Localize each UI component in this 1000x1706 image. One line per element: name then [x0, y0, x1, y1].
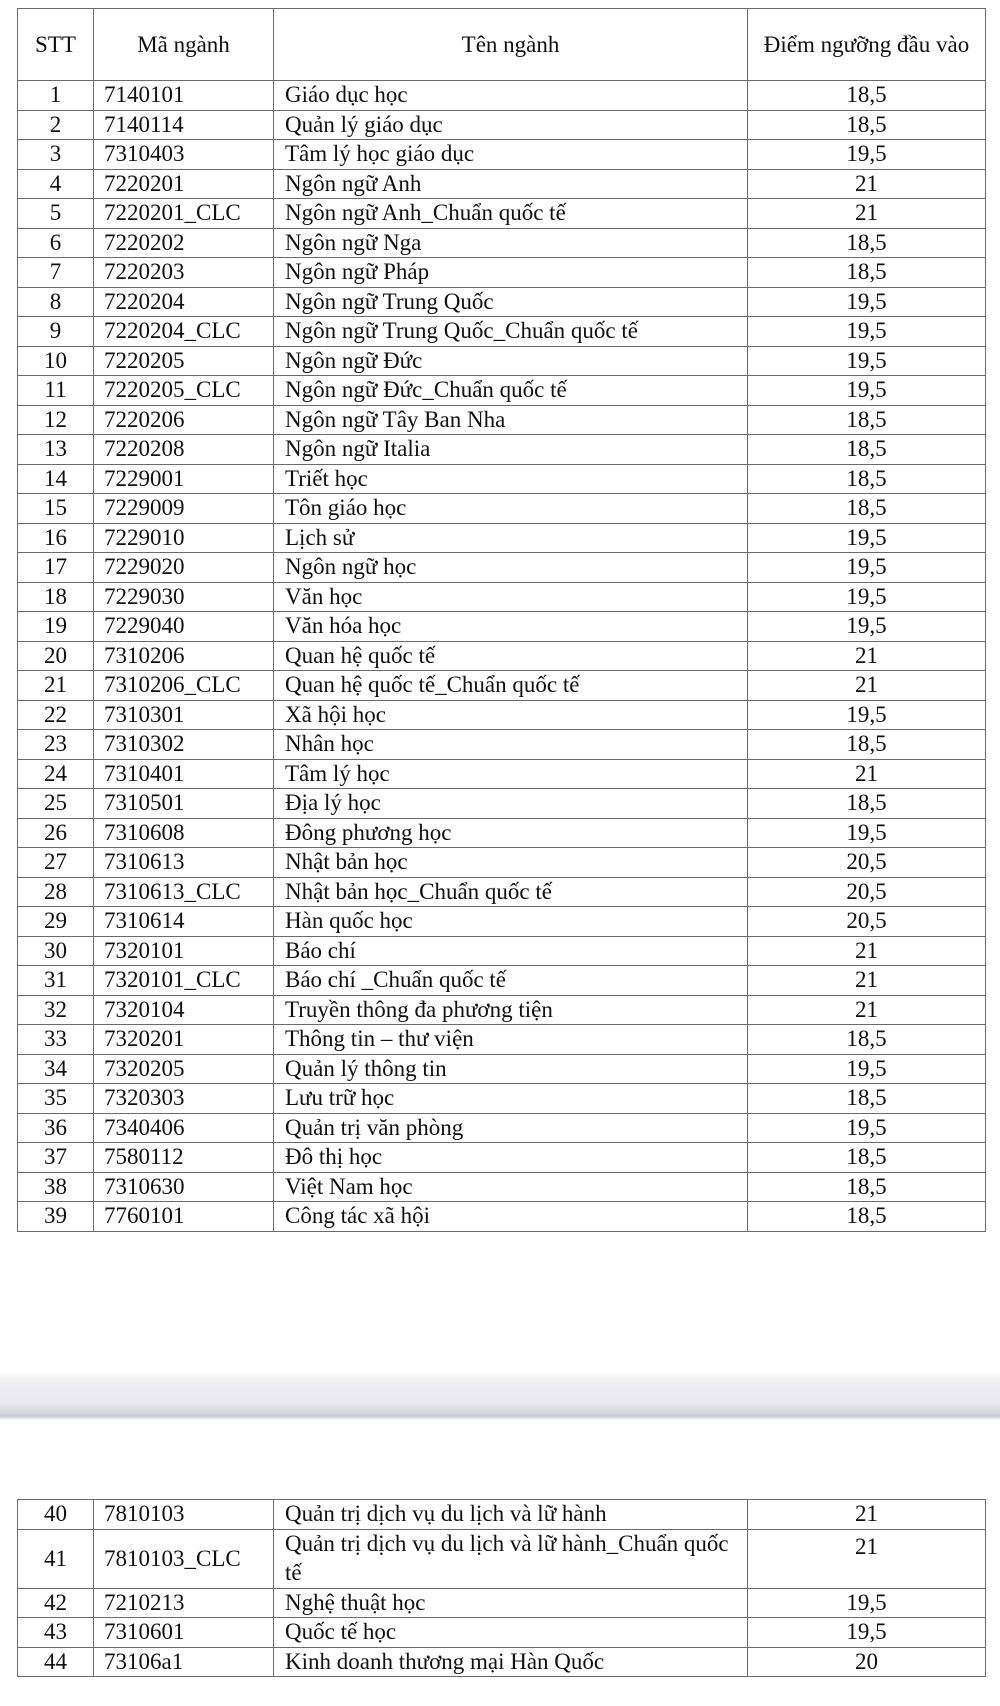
cell-score: 18,5 — [748, 1025, 986, 1055]
cell-name: Ngôn ngữ Trung Quốc — [274, 287, 748, 317]
cell-stt: 34 — [18, 1054, 94, 1084]
cell-stt: 35 — [18, 1084, 94, 1114]
cell-stt: 30 — [18, 936, 94, 966]
table-row — [18, 199, 986, 229]
column-header-stt: STT — [18, 9, 94, 81]
table-row — [18, 169, 986, 199]
table-row — [18, 405, 986, 435]
cell-code: 7140101 — [94, 81, 274, 111]
cell-name: Báo chí _Chuẩn quốc tế — [274, 966, 748, 996]
cell-code: 7310630 — [94, 1172, 274, 1202]
cell-score: 19,5 — [748, 523, 986, 553]
cell-score: 21 — [748, 169, 986, 199]
cell-name: Quốc tế học — [274, 1618, 748, 1648]
cell-code: 7210213 — [94, 1588, 274, 1618]
cell-score: 20,5 — [748, 877, 986, 907]
cell-stt: 33 — [18, 1025, 94, 1055]
cell-score: 18,5 — [748, 464, 986, 494]
table-row — [18, 317, 986, 347]
table-row — [18, 287, 986, 317]
cell-score: 21 — [748, 936, 986, 966]
cell-stt: 36 — [18, 1113, 94, 1143]
cell-stt: 24 — [18, 759, 94, 789]
cell-name: Lưu trữ học — [274, 1084, 748, 1114]
cell-stt: 1 — [18, 81, 94, 111]
table-row — [18, 376, 986, 406]
cell-name: Nhân học — [274, 730, 748, 760]
cell-score: 19,5 — [748, 612, 986, 642]
cell-name: Hàn quốc học — [274, 907, 748, 937]
cell-code: 7220206 — [94, 405, 274, 435]
table-row — [18, 848, 986, 878]
cell-stt: 25 — [18, 789, 94, 819]
cell-score: 19,5 — [748, 140, 986, 170]
cell-stt: 19 — [18, 612, 94, 642]
cell-name: Nhật bản học_Chuẩn quốc tế — [274, 877, 748, 907]
table-row — [18, 1172, 986, 1202]
cell-code: 7310206_CLC — [94, 671, 274, 701]
cell-code: 7229010 — [94, 523, 274, 553]
cell-stt: 29 — [18, 907, 94, 937]
cell-stt: 9 — [18, 317, 94, 347]
table-row — [18, 612, 986, 642]
cell-name: Văn học — [274, 582, 748, 612]
column-header-score: Điểm ngưỡng đầu vào — [748, 9, 986, 81]
cell-code: 7760101 — [94, 1202, 274, 1232]
cell-score: 18,5 — [748, 258, 986, 288]
cell-code: 7810103 — [94, 1500, 274, 1530]
cell-code: 7220205_CLC — [94, 376, 274, 406]
cell-code: 7229040 — [94, 612, 274, 642]
cell-stt: 44 — [18, 1647, 94, 1677]
table-body-primary — [18, 81, 986, 1232]
cell-stt: 22 — [18, 700, 94, 730]
cell-code: 7220204 — [94, 287, 274, 317]
cell-score: 21 — [748, 671, 986, 701]
cell-name: Quản lý thông tin — [274, 1054, 748, 1084]
table-row — [18, 1647, 986, 1677]
table-row — [18, 1025, 986, 1055]
cell-stt: 14 — [18, 464, 94, 494]
cell-code: 7340406 — [94, 1113, 274, 1143]
cell-name: Việt Nam học — [274, 1172, 748, 1202]
cell-score: 18,5 — [748, 405, 986, 435]
cell-name: Truyền thông đa phương tiện — [274, 995, 748, 1025]
cell-name: Ngôn ngữ Đức — [274, 346, 748, 376]
cell-name: Đông phương học — [274, 818, 748, 848]
admission-score-table-part-1 — [17, 8, 985, 1232]
score-table-primary — [17, 8, 986, 1232]
cell-stt: 39 — [18, 1202, 94, 1232]
table-row — [18, 730, 986, 760]
table-row — [18, 1143, 986, 1173]
cell-score: 21 — [748, 1500, 986, 1530]
cell-code: 7310301 — [94, 700, 274, 730]
cell-stt: 3 — [18, 140, 94, 170]
cell-stt: 7 — [18, 258, 94, 288]
table-row — [18, 877, 986, 907]
table-row — [18, 995, 986, 1025]
cell-name: Quản trị văn phòng — [274, 1113, 748, 1143]
cell-stt: 32 — [18, 995, 94, 1025]
cell-code: 7220203 — [94, 258, 274, 288]
score-table-continuation — [17, 1499, 986, 1677]
cell-score: 18,5 — [748, 730, 986, 760]
cell-name: Tâm lý học giáo dục — [274, 140, 748, 170]
table-row — [18, 1202, 986, 1232]
cell-score: 19,5 — [748, 287, 986, 317]
cell-code: 7320104 — [94, 995, 274, 1025]
cell-score: 19,5 — [748, 376, 986, 406]
table-row — [18, 1054, 986, 1084]
cell-code: 7310601 — [94, 1618, 274, 1648]
cell-code: 7580112 — [94, 1143, 274, 1173]
cell-name: Lịch sử — [274, 523, 748, 553]
cell-score: 19,5 — [748, 582, 986, 612]
table-row — [18, 140, 986, 170]
cell-score: 18,5 — [748, 1202, 986, 1232]
cell-name: Nghệ thuật học — [274, 1588, 748, 1618]
page-break-divider — [0, 1372, 1000, 1420]
cell-score: 21 — [748, 641, 986, 671]
table-header — [18, 9, 986, 81]
table-row — [18, 818, 986, 848]
table-row — [18, 671, 986, 701]
table-row — [18, 228, 986, 258]
cell-code: 7310613_CLC — [94, 877, 274, 907]
table-row — [18, 1588, 986, 1618]
cell-name: Tôn giáo học — [274, 494, 748, 524]
table-row — [18, 936, 986, 966]
cell-score: 18,5 — [748, 1143, 986, 1173]
cell-name: Địa lý học — [274, 789, 748, 819]
cell-code: 7229030 — [94, 582, 274, 612]
cell-stt: 27 — [18, 848, 94, 878]
cell-name: Tâm lý học — [274, 759, 748, 789]
table-row — [18, 1618, 986, 1648]
cell-code: 7220205 — [94, 346, 274, 376]
table-row — [18, 1113, 986, 1143]
cell-name: Triết học — [274, 464, 748, 494]
table-row — [18, 641, 986, 671]
cell-code: 7220201_CLC — [94, 199, 274, 229]
cell-name: Kinh doanh thương mại Hàn Quốc — [274, 1647, 748, 1677]
cell-stt: 8 — [18, 287, 94, 317]
cell-name: Xã hội học — [274, 700, 748, 730]
cell-score: 18,5 — [748, 789, 986, 819]
table-row — [18, 494, 986, 524]
cell-score: 20,5 — [748, 907, 986, 937]
cell-code: 7140114 — [94, 110, 274, 140]
cell-name: Quan hệ quốc tế — [274, 641, 748, 671]
cell-name: Quan hệ quốc tế_Chuẩn quốc tế — [274, 671, 748, 701]
cell-code: 7220204_CLC — [94, 317, 274, 347]
cell-stt: 12 — [18, 405, 94, 435]
cell-stt: 43 — [18, 1618, 94, 1648]
cell-stt: 26 — [18, 818, 94, 848]
cell-stt: 42 — [18, 1588, 94, 1618]
cell-score: 18,5 — [748, 228, 986, 258]
table-row — [18, 789, 986, 819]
table-row — [18, 258, 986, 288]
cell-stt: 37 — [18, 1143, 94, 1173]
table-row — [18, 582, 986, 612]
cell-score: 19,5 — [748, 346, 986, 376]
cell-score: 18,5 — [748, 110, 986, 140]
table-row — [18, 1084, 986, 1114]
cell-score: 19,5 — [748, 317, 986, 347]
cell-code: 7229009 — [94, 494, 274, 524]
cell-stt: 41 — [18, 1529, 94, 1588]
cell-score: 19,5 — [748, 553, 986, 583]
cell-code: 7220202 — [94, 228, 274, 258]
cell-code: 7310302 — [94, 730, 274, 760]
table-row — [18, 464, 986, 494]
cell-stt: 2 — [18, 110, 94, 140]
cell-name: Ngôn ngữ Tây Ban Nha — [274, 405, 748, 435]
column-header-name: Tên ngành — [274, 9, 748, 81]
cell-name: Ngôn ngữ Trung Quốc_Chuẩn quốc tế — [274, 317, 748, 347]
cell-code: 7220208 — [94, 435, 274, 465]
cell-score: 19,5 — [748, 1588, 986, 1618]
cell-code: 7320205 — [94, 1054, 274, 1084]
cell-score: 21 — [748, 759, 986, 789]
cell-score: 19,5 — [748, 1113, 986, 1143]
cell-stt: 40 — [18, 1500, 94, 1530]
cell-name: Ngôn ngữ Italia — [274, 435, 748, 465]
cell-score: 19,5 — [748, 700, 986, 730]
cell-stt: 20 — [18, 641, 94, 671]
cell-name: Giáo dục học — [274, 81, 748, 111]
table-row — [18, 759, 986, 789]
cell-code: 7220201 — [94, 169, 274, 199]
table-row — [18, 1500, 986, 1530]
cell-score: 18,5 — [748, 494, 986, 524]
cell-name: Ngôn ngữ Đức_Chuẩn quốc tế — [274, 376, 748, 406]
cell-name: Ngôn ngữ Anh — [274, 169, 748, 199]
cell-code: 7310501 — [94, 789, 274, 819]
cell-name: Nhật bản học — [274, 848, 748, 878]
table-row — [18, 81, 986, 111]
cell-stt: 6 — [18, 228, 94, 258]
cell-stt: 4 — [18, 169, 94, 199]
cell-name: Quản lý giáo dục — [274, 110, 748, 140]
header-row — [18, 9, 986, 81]
cell-code: 7310614 — [94, 907, 274, 937]
cell-code: 7310206 — [94, 641, 274, 671]
cell-score: 18,5 — [748, 81, 986, 111]
cell-stt: 38 — [18, 1172, 94, 1202]
cell-code: 73106a1 — [94, 1647, 274, 1677]
table-row — [18, 907, 986, 937]
cell-code: 7320201 — [94, 1025, 274, 1055]
cell-stt: 17 — [18, 553, 94, 583]
table-row — [18, 346, 986, 376]
cell-name: Ngôn ngữ Anh_Chuẩn quốc tế — [274, 199, 748, 229]
table-row — [18, 435, 986, 465]
cell-code: 7320101 — [94, 936, 274, 966]
cell-code: 7310608 — [94, 818, 274, 848]
cell-stt: 21 — [18, 671, 94, 701]
cell-stt: 5 — [18, 199, 94, 229]
cell-name: Ngôn ngữ Nga — [274, 228, 748, 258]
cell-score: 20,5 — [748, 848, 986, 878]
admission-score-table-part-2 — [17, 1499, 985, 1677]
cell-score: 19,5 — [748, 1618, 986, 1648]
cell-name: Ngôn ngữ học — [274, 553, 748, 583]
cell-stt: 16 — [18, 523, 94, 553]
cell-code: 7310401 — [94, 759, 274, 789]
cell-stt: 15 — [18, 494, 94, 524]
cell-score: 18,5 — [748, 1172, 986, 1202]
cell-stt: 11 — [18, 376, 94, 406]
cell-stt: 10 — [18, 346, 94, 376]
cell-code: 7810103_CLC — [94, 1529, 274, 1588]
table-row — [18, 553, 986, 583]
cell-code: 7320101_CLC — [94, 966, 274, 996]
cell-stt: 28 — [18, 877, 94, 907]
table-row — [18, 1529, 986, 1588]
cell-name: Công tác xã hội — [274, 1202, 748, 1232]
table-body-continuation — [18, 1500, 986, 1677]
cell-stt: 18 — [18, 582, 94, 612]
table-row — [18, 966, 986, 996]
cell-code: 7229020 — [94, 553, 274, 583]
cell-name: Quản trị dịch vụ du lịch và lữ hành — [274, 1500, 748, 1530]
cell-stt: 31 — [18, 966, 94, 996]
cell-name: Ngôn ngữ Pháp — [274, 258, 748, 288]
table-row — [18, 700, 986, 730]
cell-code: 7310613 — [94, 848, 274, 878]
cell-name: Đô thị học — [274, 1143, 748, 1173]
cell-name: Thông tin – thư viện — [274, 1025, 748, 1055]
table-row — [18, 110, 986, 140]
cell-score: 18,5 — [748, 1084, 986, 1114]
cell-stt: 23 — [18, 730, 94, 760]
cell-score: 21 — [748, 966, 986, 996]
cell-name: Quản trị dịch vụ du lịch và lữ hành_Chuẩn quốc tế — [274, 1529, 748, 1588]
cell-code: 7229001 — [94, 464, 274, 494]
cell-score: 21 — [748, 199, 986, 229]
cell-score: 19,5 — [748, 1054, 986, 1084]
cell-stt: 13 — [18, 435, 94, 465]
cell-name: Văn hóa học — [274, 612, 748, 642]
cell-name: Báo chí — [274, 936, 748, 966]
cell-score: 18,5 — [748, 435, 986, 465]
cell-score: 20 — [748, 1647, 986, 1677]
cell-score: 19,5 — [748, 818, 986, 848]
cell-code: 7310403 — [94, 140, 274, 170]
cell-code: 7320303 — [94, 1084, 274, 1114]
column-header-code: Mã ngành — [94, 9, 274, 81]
cell-score: 21 — [748, 1529, 986, 1588]
table-row — [18, 523, 986, 553]
cell-score: 21 — [748, 995, 986, 1025]
